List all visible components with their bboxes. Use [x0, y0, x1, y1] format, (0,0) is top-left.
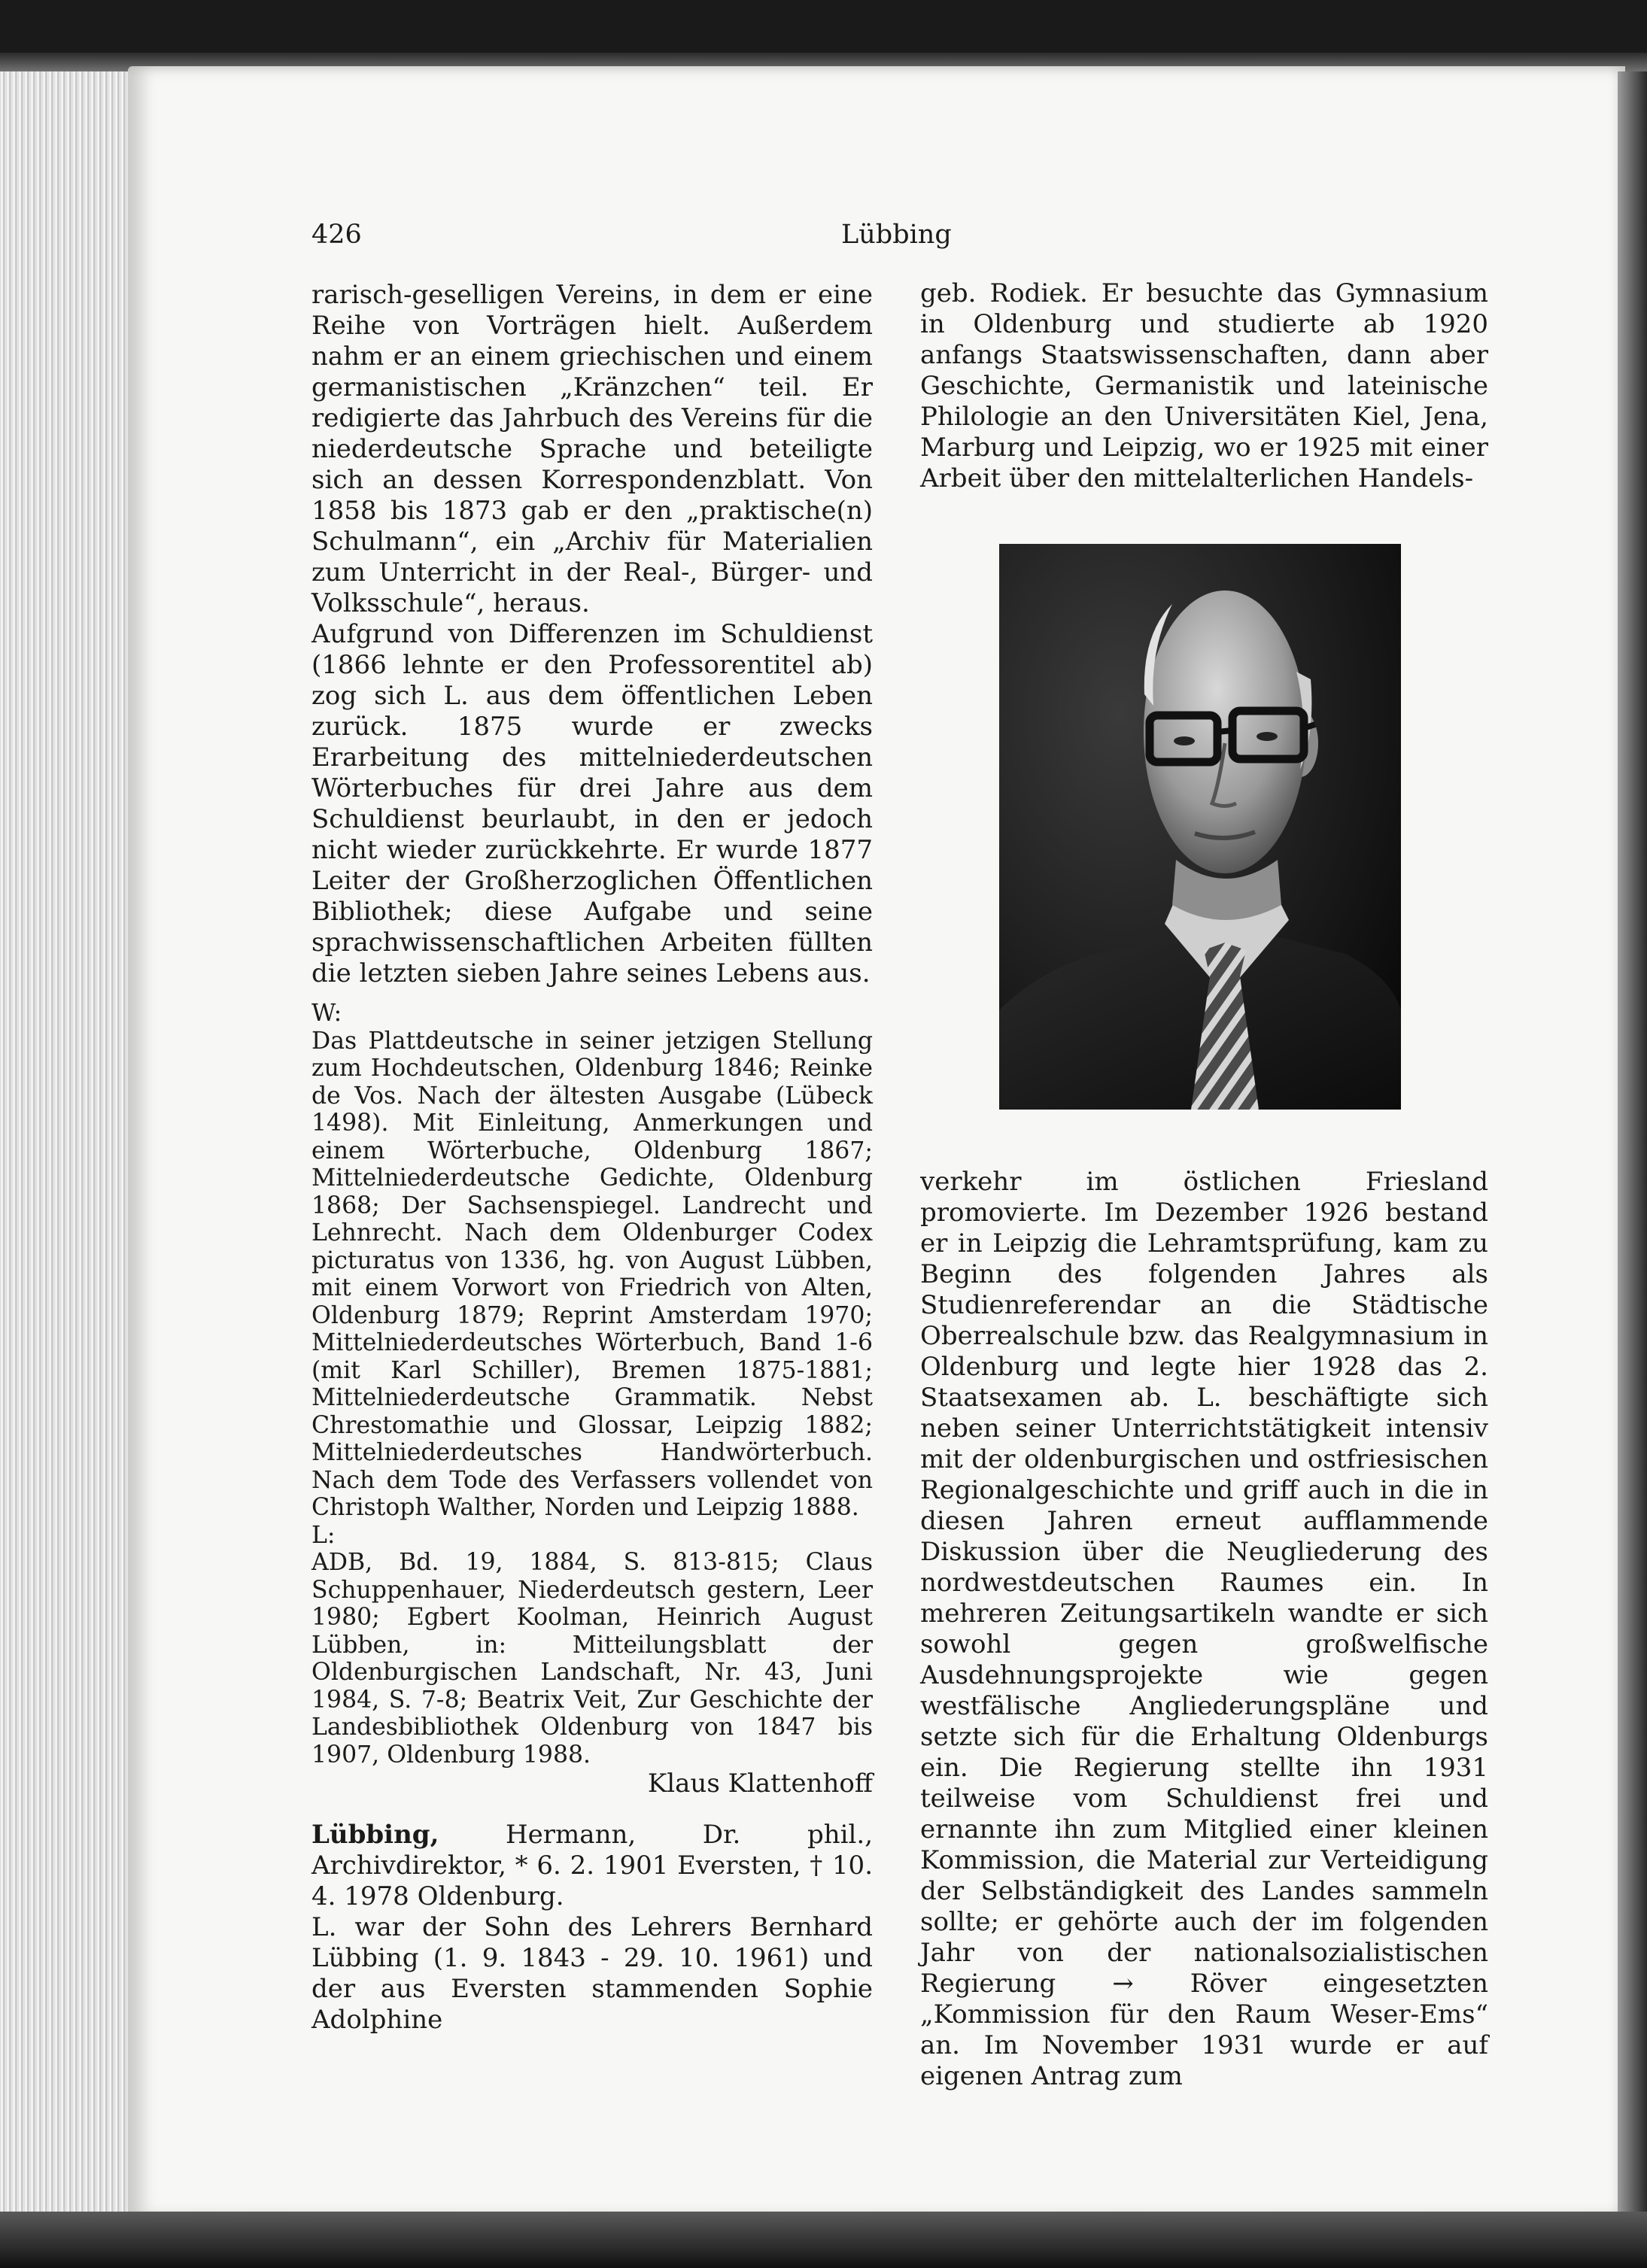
- body-paragraph: Aufgrund von Differenzen im Schuldienst (1866 lehnte er den Professorentitel ab) zog sich L. aus dem öffentlichen Leben zurück. 1875 wurde er zwecks Erarbeitung des mittelniederdeutschen Wörterbuches für drei Jahre aus dem Schuldienst beurlaubt, in den er jedoch nicht wieder zurückkehrte. Er wurde 1877 Leiter der Großherzoglichen Öffentlichen Bibliothek; diese Aufgabe und seine sprachwissenschaftlichen Arbeiten füllten die letzten sieben Jahre seines Lebens aus.: [311, 619, 873, 988]
- entry-header: [311, 1820, 873, 1912]
- portrait-photo: [999, 544, 1401, 1110]
- left-column: [311, 280, 873, 2036]
- page-number: 426: [311, 220, 362, 250]
- works-label: W:: [311, 1000, 342, 1027]
- book-page-stack: [0, 71, 143, 2253]
- author-signature: Klaus Klattenhoff: [647, 1769, 873, 1799]
- portrait-image: [999, 544, 1401, 1110]
- running-title: Lübbing: [841, 220, 952, 250]
- literature-label: L:: [311, 1521, 336, 1549]
- right-column-top: [920, 278, 1488, 494]
- body-paragraph: rarisch-geselligen Vereins, in dem er eine Reihe von Vorträgen hielt. Außerdem nahm er an einem griechischen und einem germanistischen „Kränzchen“ teil. Er redigierte das Jahrbuch des Vereins für die niederdeutsche Sprache und beteiligte sich an dessen Korrespondenzblatt. Von 1858 bis 1873 gab er den „praktische(n) Schulmann“, ein „Archiv für Materialien zum Unterricht in der Real-, Bürger- und Volksschule“, heraus.: [311, 280, 873, 618]
- page-bottom-shadow: [0, 2212, 1647, 2268]
- entry-text: L. war der Sohn des Lehrers Bernhard Lübbing (1. 9. 1843 - 29. 10. 1961) und der aus Eversten stammenden Sophie Adolphine: [311, 1912, 873, 2035]
- body-paragraph: verkehr im östlichen Friesland promovierte. Im Dezember 1926 bestand er in Leipzig die Lehramtsprüfung, kam zu Beginn des folgenden Jahres als Studienreferendar an die Städtische Oberrealschule bzw. das Realgymnasium in Oldenburg und legte hier 1928 das 2. Staatsexamen ab. L. beschäftigte sich neben seiner Unterrichtstätigkeit intensiv mit der oldenburgischen und ostfriesischen Regionalgeschichte und griff auch in die in diesen Jahren erneut aufflammende Diskussion über die Neugliederung des nordwestdeutschen Raumes ein. In mehreren Zeitungsartikeln wandte er sich sowohl gegen großwelfische Ausdehnungsprojekte wie gegen westfälische Angliederungspläne und setzte sich für die Erhaltung Oldenburgs ein. Die Regierung stellte ihn 1931 teilweise vom Schuldienst frei und ernannte ihn zum Mitglied einer kleinen Kommission, die Material zur Verteidigung der Selbständigkeit des Landes sammeln sollte; er gehörte auch der im folgenden Jahr von der nationalsozialistischen Regierung → Röver eingesetzten „Kommission für den Raum Weser-Ems“ an. Im November 1931 wurde er auf eigenen Antrag zum: [920, 1167, 1488, 2091]
- body-paragraph: geb. Rodiek. Er besuchte das Gymnasium in Oldenburg und studierte ab 1920 anfangs Staatswissenschaften, dann aber Geschichte, Germanistik und lateinische Philologie an den Universitäten Kiel, Jena, Marburg und Leipzig, wo er 1925 mit einer Arbeit über den mittelalterlichen Handels-: [920, 278, 1488, 493]
- right-column-bottom: [920, 1167, 1488, 2092]
- entry-name: Lübbing,: [311, 1820, 439, 1850]
- works-list: Das Plattdeutsche in seiner jetzigen Stellung zum Hochdeutschen, Oldenburg 1846; Reinke de Vos. Nach der ältesten Ausgabe (Lübeck 1498). Mit Einleitung, Anmerkungen und einem Wörterbuche, Oldenburg 1867; Mittelniederdeutsche Gedichte, Oldenburg 1868; Der Sachsenspiegel. Landrecht und Lehnrecht. Nach dem Oldenburger Codex picturatus von 1336, hg. von August Lübben, mit einem Vorwort von Friedrich von Alten, Oldenburg 1879; Reprint Amsterdam 1970; Mittelniederdeutsches Wörterbuch, Band 1-6 (mit Karl Schiller), Bremen 1875-1881; Mittelniederdeutsche Grammatik. Nebst Chrestomathie und Glossar, Leipzig 1882; Mittelniederdeutsches Handwörterbuch. Nach dem Tode des Verfassers vollendet von Christoph Walther, Norden und Leipzig 1888.: [311, 1027, 873, 1521]
- bibliography-block: [311, 1000, 873, 1799]
- page-right-shadow: [1618, 71, 1647, 2268]
- entry-life-dates: Hermann, Dr. phil., Archivdirektor, * 6. 2. 1901 Eversten, † 10. 4. 1978 Oldenburg.: [311, 1820, 873, 1911]
- literature-list: ADB, Bd. 19, 1884, S. 813-815; Claus Schuppenhauer, Niederdeutsch gestern, Leer 1980; Egbert Koolman, Heinrich August Lübben, in: Mitteilungsblatt der Oldenburgischen Landschaft, Nr. 43, Juni 1984, S. 7-8; Beatrix Veit, Zur Geschichte der Landesbibliothek Oldenburg von 1847 bis 1907, Oldenburg 1988.: [311, 1549, 873, 1769]
